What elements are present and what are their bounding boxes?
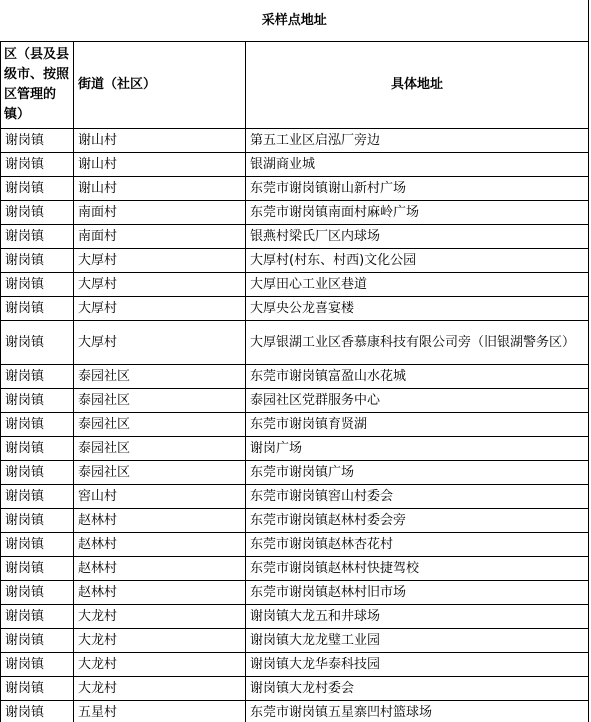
cell-district[interactable]: 谢岗镇 <box>1 129 74 153</box>
header-address: 具体地址 <box>246 42 589 129</box>
cell-address[interactable]: 东莞市谢岗镇富盈山水花城 <box>246 365 589 389</box>
cell-street[interactable]: 大厚村 <box>74 321 246 365</box>
cell-address[interactable]: 东莞市谢岗镇南面村麻岭广场 <box>246 201 589 225</box>
cell-district[interactable]: 谢岗镇 <box>1 437 74 461</box>
cell-address[interactable]: 谢岗广场 <box>246 437 589 461</box>
cell-district[interactable]: 谢岗镇 <box>1 321 74 365</box>
table-row <box>1 389 589 413</box>
cell-street[interactable]: 赵林村 <box>74 581 246 605</box>
cell-street[interactable]: 赵林村 <box>74 509 246 533</box>
cell-district[interactable]: 谢岗镇 <box>1 701 74 722</box>
table-row <box>1 297 589 321</box>
table-row <box>1 461 589 485</box>
table-row <box>1 413 589 437</box>
table-title: 采样点地址 <box>1 0 589 42</box>
cell-street[interactable]: 谢山村 <box>74 153 246 177</box>
cell-address[interactable]: 东莞市谢岗镇赵林杏花村 <box>246 533 589 557</box>
cell-street[interactable]: 大龙村 <box>74 677 246 701</box>
header-row <box>1 42 589 129</box>
cell-street[interactable]: 泰园社区 <box>74 389 246 413</box>
cell-address[interactable]: 东莞市谢岗镇广场 <box>246 461 589 485</box>
cell-street[interactable]: 南面村 <box>74 225 246 249</box>
table-row <box>1 701 589 722</box>
cell-district[interactable]: 谢岗镇 <box>1 533 74 557</box>
cell-address[interactable]: 东莞市谢岗镇赵林村快捷驾校 <box>246 557 589 581</box>
table-row <box>1 557 589 581</box>
table-row <box>1 129 589 153</box>
table-row <box>1 273 589 297</box>
cell-district[interactable]: 谢岗镇 <box>1 365 74 389</box>
table-row <box>1 177 589 201</box>
cell-district[interactable]: 谢岗镇 <box>1 297 74 321</box>
cell-district[interactable]: 谢岗镇 <box>1 153 74 177</box>
table-row <box>1 605 589 629</box>
cell-street[interactable]: 窖山村 <box>74 485 246 509</box>
table-row <box>1 225 589 249</box>
cell-address[interactable]: 谢岗镇大龙华泰科技园 <box>246 653 589 677</box>
table-row <box>1 365 589 389</box>
cell-address[interactable]: 谢岗镇大龙村委会 <box>246 677 589 701</box>
cell-address[interactable]: 银燕村梁氏厂区内球场 <box>246 225 589 249</box>
cell-street[interactable]: 大厚村 <box>74 273 246 297</box>
table-row <box>1 437 589 461</box>
table-row <box>1 629 589 653</box>
table-row <box>1 509 589 533</box>
cell-street[interactable]: 泰园社区 <box>74 461 246 485</box>
cell-street[interactable]: 赵林村 <box>74 533 246 557</box>
table-row <box>1 485 589 509</box>
cell-district[interactable]: 谢岗镇 <box>1 581 74 605</box>
cell-street[interactable]: 大龙村 <box>74 629 246 653</box>
cell-address[interactable]: 大厚村(村东、村西)文化公园 <box>246 249 589 273</box>
cell-street[interactable]: 泰园社区 <box>74 437 246 461</box>
cell-district[interactable]: 谢岗镇 <box>1 677 74 701</box>
cell-district[interactable]: 谢岗镇 <box>1 557 74 581</box>
table-title-row <box>1 0 589 42</box>
table-row <box>1 653 589 677</box>
cell-address[interactable]: 大厚田心工业区巷道 <box>246 273 589 297</box>
cell-district[interactable]: 谢岗镇 <box>1 485 74 509</box>
cell-street[interactable]: 南面村 <box>74 201 246 225</box>
cell-street[interactable]: 大龙村 <box>74 605 246 629</box>
header-district: 区（县及县级市、按照区管理的镇） <box>1 42 74 129</box>
cell-street[interactable]: 泰园社区 <box>74 413 246 437</box>
cell-address[interactable]: 东莞市谢岗镇谢山新村广场 <box>246 177 589 201</box>
cell-district[interactable]: 谢岗镇 <box>1 653 74 677</box>
cell-address[interactable]: 东莞市谢岗镇五星寨凹村篮球场 <box>246 701 589 722</box>
header-street: 街道（社区） <box>74 42 246 129</box>
cell-address[interactable]: 谢岗镇大龙五和井球场 <box>246 605 589 629</box>
cell-address[interactable]: 泰园社区党群服务中心 <box>246 389 589 413</box>
cell-street[interactable]: 大龙村 <box>74 653 246 677</box>
cell-address[interactable]: 东莞市谢岗镇育贤湖 <box>246 413 589 437</box>
cell-street[interactable]: 赵林村 <box>74 557 246 581</box>
cell-district[interactable]: 谢岗镇 <box>1 249 74 273</box>
cell-street[interactable]: 大厚村 <box>74 297 246 321</box>
cell-street[interactable]: 谢山村 <box>74 129 246 153</box>
table-row <box>1 677 589 701</box>
cell-address[interactable]: 谢岗镇大龙龙璧工业园 <box>246 629 589 653</box>
cell-street[interactable]: 大厚村 <box>74 249 246 273</box>
cell-street[interactable]: 谢山村 <box>74 177 246 201</box>
cell-district[interactable]: 谢岗镇 <box>1 509 74 533</box>
cell-district[interactable]: 谢岗镇 <box>1 605 74 629</box>
cell-district[interactable]: 谢岗镇 <box>1 629 74 653</box>
cell-address[interactable]: 银湖商业城 <box>246 153 589 177</box>
table-row <box>1 321 589 365</box>
table-row <box>1 201 589 225</box>
cell-district[interactable]: 谢岗镇 <box>1 389 74 413</box>
cell-street[interactable]: 五星村 <box>74 701 246 722</box>
cell-district[interactable]: 谢岗镇 <box>1 201 74 225</box>
cell-address[interactable]: 东莞市谢岗镇窖山村委会 <box>246 485 589 509</box>
table-row <box>1 249 589 273</box>
table-row <box>1 153 589 177</box>
cell-district[interactable]: 谢岗镇 <box>1 225 74 249</box>
cell-district[interactable]: 谢岗镇 <box>1 461 74 485</box>
cell-address[interactable]: 第五工业区启泓厂旁边 <box>246 129 589 153</box>
cell-district[interactable]: 谢岗镇 <box>1 273 74 297</box>
cell-address[interactable]: 东莞市谢岗镇赵林村委会旁 <box>246 509 589 533</box>
cell-address[interactable]: 大厚央公龙喜宴楼 <box>246 297 589 321</box>
cell-street[interactable]: 泰园社区 <box>74 365 246 389</box>
cell-district[interactable]: 谢岗镇 <box>1 177 74 201</box>
cell-district[interactable]: 谢岗镇 <box>1 413 74 437</box>
cell-address[interactable]: 大厚银湖工业区香慕康科技有限公司旁（旧银湖警务区） <box>246 321 589 365</box>
table-row <box>1 581 589 605</box>
cell-address[interactable]: 东莞市谢岗镇赵林村旧市场 <box>246 581 589 605</box>
table-row <box>1 533 589 557</box>
